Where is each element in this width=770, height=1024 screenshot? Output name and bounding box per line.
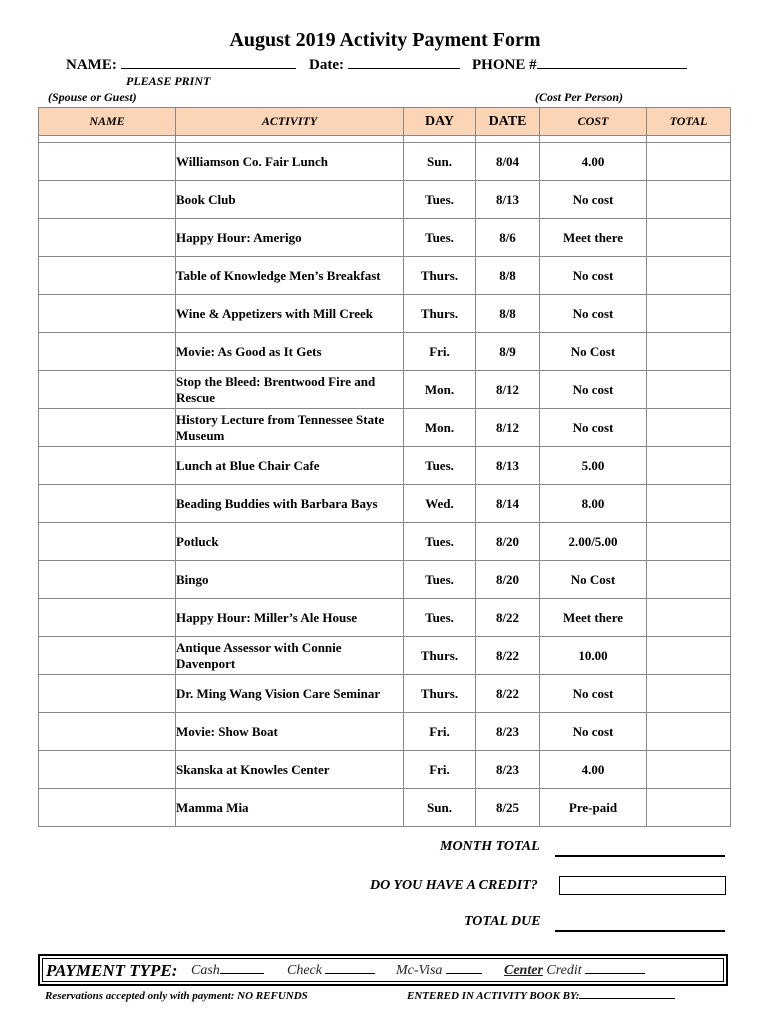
table-spacer-row xyxy=(39,136,731,143)
date-cell: 8/8 xyxy=(476,257,540,295)
activity-cell: Movie: Show Boat xyxy=(176,713,404,751)
total-cell[interactable] xyxy=(647,751,731,789)
spouse-guest-note: (Spouse or Guest) xyxy=(48,90,137,104)
day-cell: Tues. xyxy=(404,561,476,599)
activity-cell: Skanska at Knowles Center xyxy=(176,751,404,789)
cost-cell: No Cost xyxy=(540,333,647,371)
activity-cell: Bingo xyxy=(176,561,404,599)
day-cell: Mon. xyxy=(404,371,476,409)
table-row xyxy=(39,485,731,523)
month-total-input-line[interactable] xyxy=(555,855,725,857)
date-input-line[interactable] xyxy=(348,68,460,69)
cost-cell: Meet there xyxy=(540,599,647,637)
table-row xyxy=(39,789,731,827)
total-cell[interactable] xyxy=(647,409,731,447)
activity-cell: Book Club xyxy=(176,181,404,219)
cost-cell: 4.00 xyxy=(540,143,647,181)
total-due-input-line[interactable] xyxy=(555,930,725,932)
day-cell: Fri. xyxy=(404,713,476,751)
total-cell[interactable] xyxy=(647,713,731,751)
activity-cell: Table of Knowledge Men’s Breakfast xyxy=(176,257,404,295)
day-cell: Thurs. xyxy=(404,637,476,675)
cost-cell: No cost xyxy=(540,371,647,409)
total-cell[interactable] xyxy=(647,675,731,713)
total-cell[interactable] xyxy=(647,371,731,409)
header-cost: COST xyxy=(540,108,647,136)
table-row xyxy=(39,751,731,789)
table-row xyxy=(39,371,731,409)
payment-option-center-credit[interactable] xyxy=(504,963,645,979)
reservations-note: Reservations accepted only with payment: NO REFUNDS xyxy=(45,990,308,1002)
name-label: NAME: xyxy=(66,57,117,73)
day-cell: Tues. xyxy=(404,599,476,637)
name-cell[interactable] xyxy=(39,637,176,675)
cash-label: Cash xyxy=(191,963,220,978)
cost-cell: No cost xyxy=(540,409,647,447)
header-activity: ACTIVITY xyxy=(176,108,404,136)
total-cell[interactable] xyxy=(647,789,731,827)
name-cell[interactable] xyxy=(39,485,176,523)
credit-label: Credit xyxy=(546,963,582,978)
day-cell: Tues. xyxy=(404,219,476,257)
month-total-label: MONTH TOTAL xyxy=(440,839,540,854)
name-cell[interactable] xyxy=(39,143,176,181)
name-input-line[interactable] xyxy=(121,68,296,69)
activity-cell: Williamson Co. Fair Lunch xyxy=(176,143,404,181)
date-cell: 8/23 xyxy=(476,713,540,751)
name-cell[interactable] xyxy=(39,219,176,257)
name-cell[interactable] xyxy=(39,675,176,713)
entered-by-label: ENTERED IN ACTIVITY BOOK BY: xyxy=(407,990,580,1002)
cost-cell: 2.00/5.00 xyxy=(540,523,647,561)
total-cell[interactable] xyxy=(647,523,731,561)
table-row xyxy=(39,219,731,257)
activity-cell: Lunch at Blue Chair Cafe xyxy=(176,447,404,485)
name-cell[interactable] xyxy=(39,751,176,789)
check-label: Check xyxy=(287,963,322,978)
cost-per-person-note: (Cost Per Person) xyxy=(535,90,623,104)
day-cell: Fri. xyxy=(404,751,476,789)
day-cell: Thurs. xyxy=(404,675,476,713)
date-cell: 8/13 xyxy=(476,181,540,219)
center-credit-input-line[interactable] xyxy=(585,973,645,974)
cost-cell: 4.00 xyxy=(540,751,647,789)
cost-cell: No cost xyxy=(540,181,647,219)
activity-table xyxy=(38,107,731,827)
day-cell: Mon. xyxy=(404,409,476,447)
payment-option-check[interactable] xyxy=(287,963,375,979)
date-cell: 8/9 xyxy=(476,333,540,371)
day-cell: Thurs. xyxy=(404,295,476,333)
header-date: DATE xyxy=(476,108,540,136)
mc-visa-label: Mc-Visa xyxy=(396,963,443,978)
date-cell: 8/6 xyxy=(476,219,540,257)
table-row xyxy=(39,447,731,485)
day-cell: Sun. xyxy=(404,143,476,181)
activity-cell: Beading Buddies with Barbara Bays xyxy=(176,485,404,523)
cost-cell: 10.00 xyxy=(540,637,647,675)
day-cell: Sun. xyxy=(404,789,476,827)
date-cell: 8/12 xyxy=(476,409,540,447)
day-cell: Tues. xyxy=(404,523,476,561)
name-cell[interactable] xyxy=(39,257,176,295)
name-cell[interactable] xyxy=(39,371,176,409)
date-cell: 8/13 xyxy=(476,447,540,485)
total-cell[interactable] xyxy=(647,637,731,675)
total-cell[interactable] xyxy=(647,561,731,599)
date-cell: 8/22 xyxy=(476,599,540,637)
name-field-row xyxy=(66,57,296,74)
total-cell[interactable] xyxy=(647,219,731,257)
day-cell: Wed. xyxy=(404,485,476,523)
total-cell[interactable] xyxy=(647,333,731,371)
please-print-note: PLEASE PRINT xyxy=(126,74,211,88)
activity-cell: Potluck xyxy=(176,523,404,561)
total-cell[interactable] xyxy=(647,143,731,181)
form-title: August 2019 Activity Payment Form xyxy=(229,29,541,51)
cost-cell: Pre-paid xyxy=(540,789,647,827)
table-row xyxy=(39,409,731,447)
date-cell: 8/8 xyxy=(476,295,540,333)
name-cell[interactable] xyxy=(39,599,176,637)
table-row xyxy=(39,181,731,219)
table-row xyxy=(39,637,731,675)
activity-cell: Wine & Appetizers with Mill Creek xyxy=(176,295,404,333)
table-row xyxy=(39,143,731,181)
date-cell: 8/20 xyxy=(476,561,540,599)
header-name: NAME xyxy=(39,108,176,136)
cost-cell: 8.00 xyxy=(540,485,647,523)
date-cell: 8/04 xyxy=(476,143,540,181)
name-cell[interactable] xyxy=(39,333,176,371)
payment-type-title: PAYMENT TYPE: xyxy=(46,961,178,980)
table-row xyxy=(39,333,731,371)
name-cell[interactable] xyxy=(39,523,176,561)
date-cell: 8/20 xyxy=(476,523,540,561)
phone-field-row xyxy=(472,57,687,74)
date-field-row xyxy=(309,57,460,74)
activity-cell: Movie: As Good as It Gets xyxy=(176,333,404,371)
table-row xyxy=(39,523,731,561)
payment-option-mc-visa[interactable] xyxy=(396,963,482,979)
date-cell: 8/25 xyxy=(476,789,540,827)
activity-cell: History Lecture from Tennessee State Museum xyxy=(176,409,404,447)
activity-cell: Happy Hour: Miller’s Ale House xyxy=(176,599,404,637)
name-cell[interactable] xyxy=(39,409,176,447)
day-cell: Fri. xyxy=(404,333,476,371)
date-cell: 8/12 xyxy=(476,371,540,409)
date-cell: 8/22 xyxy=(476,637,540,675)
activity-cell: Mamma Mia xyxy=(176,789,404,827)
entered-by-input-line[interactable] xyxy=(579,998,675,999)
name-cell[interactable] xyxy=(39,447,176,485)
entered-by-field xyxy=(407,990,675,1002)
table-row xyxy=(39,599,731,637)
day-cell: Tues. xyxy=(404,447,476,485)
date-cell: 8/14 xyxy=(476,485,540,523)
payment-option-cash[interactable] xyxy=(191,963,264,979)
total-cell[interactable] xyxy=(647,447,731,485)
table-row xyxy=(39,561,731,599)
mc-visa-input-line[interactable] xyxy=(446,973,482,974)
date-cell: 8/22 xyxy=(476,675,540,713)
phone-label: PHONE # xyxy=(472,57,537,73)
activity-cell: Happy Hour: Amerigo xyxy=(176,219,404,257)
cost-cell: No cost xyxy=(540,295,647,333)
date-cell: 8/23 xyxy=(476,751,540,789)
name-cell[interactable] xyxy=(39,789,176,827)
day-cell: Tues. xyxy=(404,181,476,219)
table-header-row xyxy=(39,108,731,136)
table-row xyxy=(39,713,731,751)
total-cell[interactable] xyxy=(647,295,731,333)
table-row xyxy=(39,675,731,713)
cost-cell: No cost xyxy=(540,257,647,295)
activity-cell: Stop the Bleed: Brentwood Fire and Rescue xyxy=(176,371,404,409)
credit-input-box[interactable] xyxy=(559,876,726,895)
date-label: Date: xyxy=(309,57,344,73)
check-input-line[interactable] xyxy=(325,973,375,974)
cost-cell: No Cost xyxy=(540,561,647,599)
activity-cell: Dr. Ming Wang Vision Care Seminar xyxy=(176,675,404,713)
cost-cell: No cost xyxy=(540,675,647,713)
center-label: Center xyxy=(504,963,543,978)
total-cell[interactable] xyxy=(647,485,731,523)
phone-input-line[interactable] xyxy=(537,68,687,69)
name-cell[interactable] xyxy=(39,561,176,599)
name-cell[interactable] xyxy=(39,713,176,751)
table-row xyxy=(39,295,731,333)
activity-cell: Antique Assessor with Connie Davenport xyxy=(176,637,404,675)
total-cell[interactable] xyxy=(647,181,731,219)
cash-input-line[interactable] xyxy=(220,973,264,974)
name-cell[interactable] xyxy=(39,181,176,219)
name-cell[interactable] xyxy=(39,295,176,333)
cost-cell: Meet there xyxy=(540,219,647,257)
day-cell: Thurs. xyxy=(404,257,476,295)
total-cell[interactable] xyxy=(647,599,731,637)
table-row xyxy=(39,257,731,295)
total-cell[interactable] xyxy=(647,257,731,295)
header-day: DAY xyxy=(404,108,476,136)
total-due-label: TOTAL DUE xyxy=(464,914,541,929)
header-total: TOTAL xyxy=(647,108,731,136)
cost-cell: 5.00 xyxy=(540,447,647,485)
credit-question-label: DO YOU HAVE A CREDIT? xyxy=(370,878,538,893)
cost-cell: No cost xyxy=(540,713,647,751)
